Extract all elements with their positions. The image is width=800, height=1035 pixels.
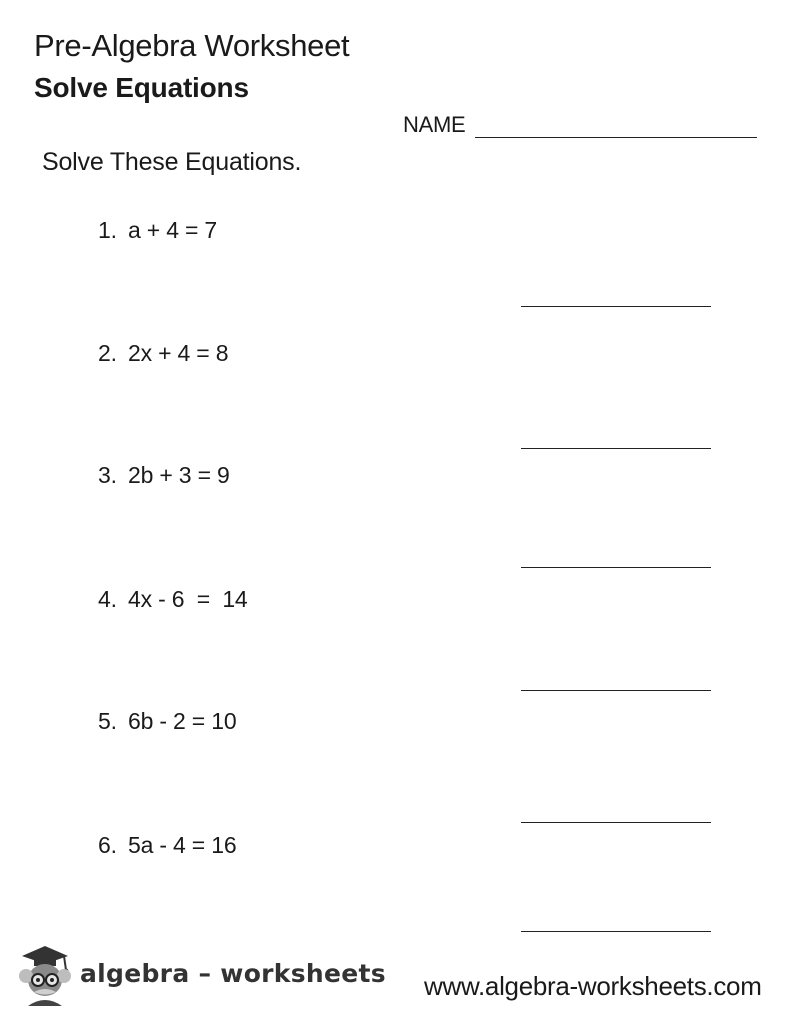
name-field — [403, 112, 757, 142]
problem-3 — [98, 460, 230, 490]
problem-4 — [98, 584, 248, 614]
problem-equation: 5a - 4 = 16 — [128, 832, 237, 858]
problem-number: 4. — [98, 586, 117, 612]
problem-2 — [98, 338, 228, 368]
professor-mascot-icon — [14, 942, 76, 1006]
problem-equation: 4x - 6 = 14 — [128, 586, 248, 612]
footer-url: www.algebra-worksheets.com — [424, 971, 762, 1001]
problem-number: 3. — [98, 462, 117, 488]
problem-number: 1. — [98, 217, 117, 243]
answer-line-5 — [521, 822, 711, 823]
answer-line-4 — [521, 690, 711, 691]
name-blank-line — [475, 137, 757, 138]
logo-text: algebra – worksheets — [80, 959, 386, 988]
problem-6 — [98, 830, 236, 860]
answer-line-3 — [521, 567, 711, 568]
problem-5 — [98, 706, 236, 736]
problem-1 — [98, 215, 217, 245]
answer-line-2 — [521, 448, 711, 449]
problem-number: 2. — [98, 340, 117, 366]
problem-number: 5. — [98, 708, 117, 734]
problem-equation: 2b + 3 = 9 — [128, 462, 230, 488]
name-label: NAME — [403, 112, 466, 137]
answer-line-6 — [521, 931, 711, 932]
problem-number: 6. — [98, 832, 117, 858]
problem-equation: a + 4 = 7 — [128, 217, 217, 243]
page-subtitle: Solve Equations — [34, 72, 249, 103]
answer-line-1 — [521, 306, 711, 307]
page-title: Pre-Algebra Worksheet — [34, 28, 350, 63]
problem-equation: 6b - 2 = 10 — [128, 708, 237, 734]
site-logo — [14, 942, 386, 1006]
problem-equation: 2x + 4 = 8 — [128, 340, 229, 366]
instructions: Solve These Equations. — [42, 148, 302, 176]
